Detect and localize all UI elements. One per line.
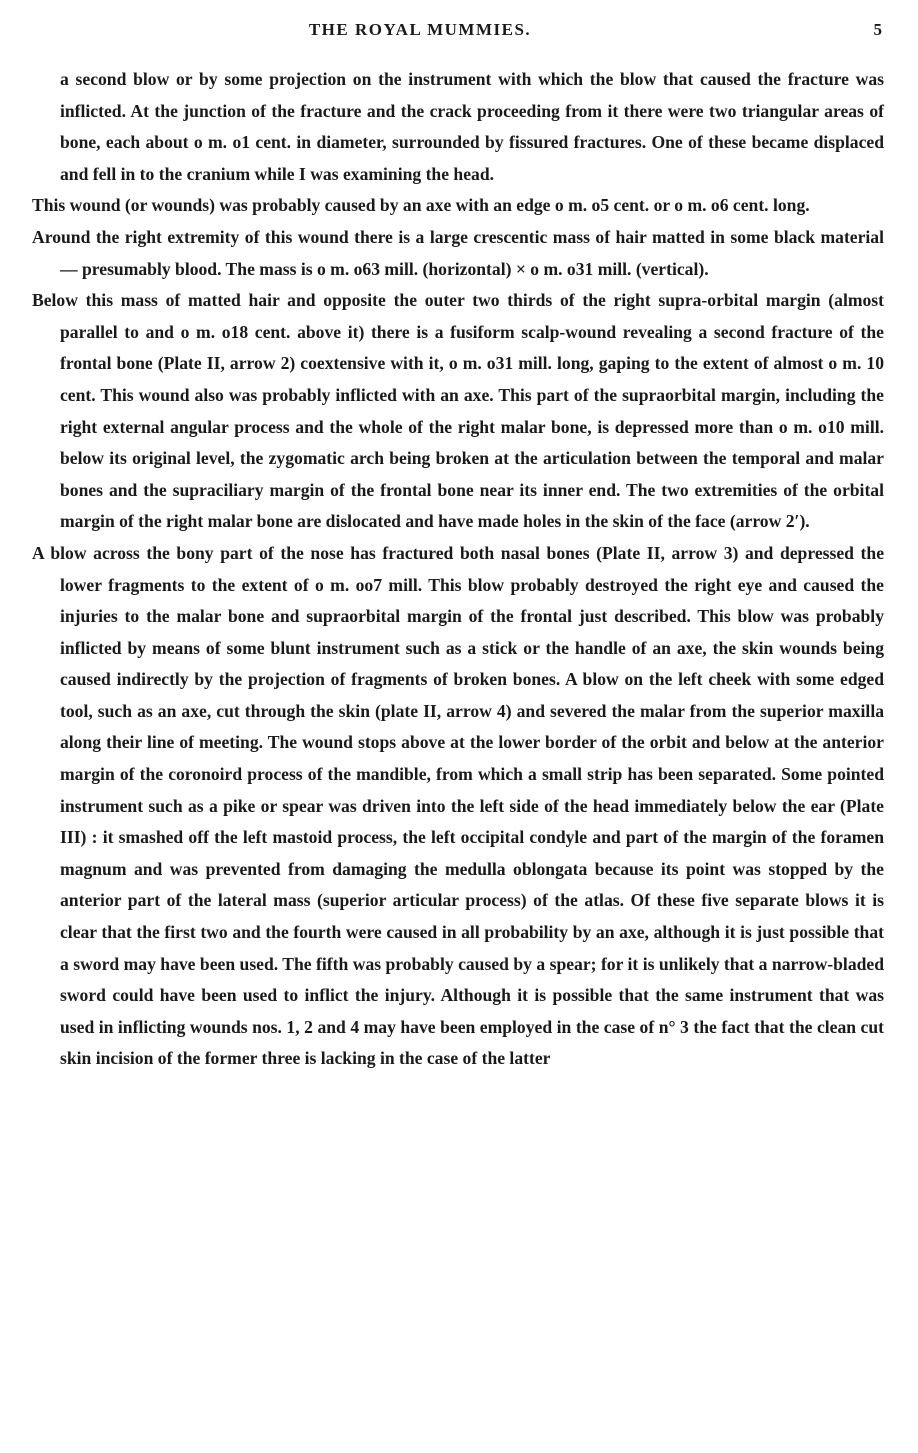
paragraph-hair-mass: Around the right extremity of this wound there is a large crescentic mass of hair matted in some black material — presumably blood. The mass is o m. o63 mill. (horizontal) × o m. o31 mill. (vertical). xyxy=(32,226,884,279)
page-number: 5 xyxy=(873,20,882,39)
paragraph-second-fracture: Below this mass of matted hair and opposite the outer two thirds of the right supra-orbital margin (almost parallel to and o m. o18 cent. above it) there is a fusiform scalp-wound revealing a second fracture of the frontal bone (Plate II, arrow 2) coextensive with it, o m. o31 mill. long, gaping to the extent of almost o m. 10 cent. This wound also was probably inflicted with an axe. This part of the supraorbital margin, including the right external angular process and the whole of the right malar bone, is depressed more than o m. o10 mill. below its original level, the zygomatic arch being broken at the articulation between the temporal and malar bones and the supraciliary margin of the frontal bone near its inner end. The two extremities of the orbital margin of the right malar bone are dislocated and have made holes in the skin of the face (arrow 2′). xyxy=(32,290,884,532)
paragraph-continued: a second blow or by some projection on the instrument with which the blow that caused the fracture was inflicted. At the junction of the fracture and the crack proceeding from it there were two triangular areas of bone, each about o m. o1 cent. in diameter, surrounded by fissured fractures. One of these became displaced and fell in to the cranium while I was examining the head. xyxy=(60,69,884,184)
paragraph-axe-wound: This wound (or wounds) was probably caused by an axe with an edge o m. o5 cent. or o m. o6 cent. long. xyxy=(32,195,810,216)
running-head xyxy=(0,18,918,46)
body-text xyxy=(32,64,884,1075)
running-title: THE ROYAL MUMMIES. xyxy=(308,20,532,39)
paragraph-nasal-blow: A blow across the bony part of the nose has fractured both nasal bones (Plate II, arrow 3) and depressed the lower fragments to the extent of o m. oo7 mill. This blow probably destroyed the right eye and caused the injuries to the malar bone and supraorbital margin of the frontal just described. This blow was probably inflicted by means of some blunt instrument such as a stick or the handle of an axe, the skin wounds being caused indirectly by the projection of fragments of broken bones. A blow on the left cheek with some edged tool, such as an axe, cut through the skin (plate II, arrow 4) and severed the malar from the superior maxilla along their line of meeting. The wound stops above at the lower border of the orbit and below at the anterior margin of the coronoird process of the mandible, from which a small strip has been separated. Some pointed instrument such as a pike or spear was driven into the left side of the head immediately below the ear (Plate III) : it smashed off the left mastoid process, the left occipital condyle and part of the margin of the foramen magnum and was prevented from damaging the medulla oblongata because its point was stopped by the anterior part of the lateral mass (superior articular process) of the atlas. Of these five separate blows it is clear that the first two and the fourth were caused in all probability by an axe, although it is just possible that a sword may have been used. The fifth was probably caused by a spear; for it is unlikely that a narrow-bladed sword could have been used to inflict the injury. Although it is possible that the same instrument that was used in inflicting wounds nos. 1, 2 and 4 may have been employed in the case of n° 3 the fact that the clean cut skin incision of the former three is lacking in the case of the latter xyxy=(32,542,884,1069)
